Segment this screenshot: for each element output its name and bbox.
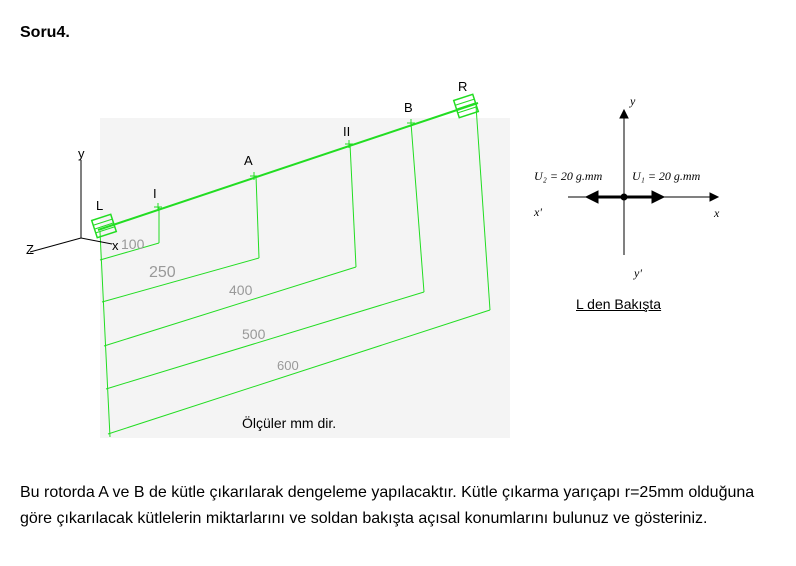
dim-600: 600 — [277, 358, 299, 373]
u1-label: U₁ = 20 g.mm — [632, 169, 701, 183]
y-arrow — [620, 110, 628, 118]
axis-y-label: y — [78, 146, 85, 161]
side-x-prime-label: x' — [534, 205, 542, 219]
label-L: L — [96, 198, 104, 213]
axis-x-label: x — [112, 238, 119, 253]
u2-label: U₂ = 20 g.mm — [534, 169, 603, 183]
question-paragraph: Bu rotorda A ve B de kütle çıkarılarak dengeleme yapılacaktır. Kütle çıkarma yarıçapı r=25mm olduğuna göre çıkarılacak kütlelerin miktarlarını ve soldan bakışta açısal konumlarını bulunuz ve gösteriniz. — [20, 484, 755, 527]
question-title: Soru4. — [20, 24, 70, 41]
label-A: A — [244, 153, 253, 168]
units-note: Ölçüler mm dir. — [242, 415, 337, 431]
axis-z-label: Z — [26, 242, 34, 257]
rotor-shaft — [98, 103, 478, 230]
side-y-prime-label: y' — [634, 266, 642, 280]
label-I: I — [153, 186, 157, 201]
x-arrow — [710, 193, 718, 201]
dim-250: 250 — [149, 264, 176, 281]
u1-arrow — [652, 191, 664, 203]
label-II: II — [343, 124, 351, 139]
bearing-R — [454, 94, 479, 117]
side-x-label: x — [714, 206, 720, 220]
label-R: R — [458, 79, 468, 94]
side-view-caption: L den Bakışta — [576, 296, 662, 312]
side-y-label: y — [630, 94, 636, 108]
origin-dot — [621, 194, 627, 200]
dim-100: 100 — [121, 236, 145, 252]
u2-arrow — [586, 191, 598, 203]
dim-500: 500 — [242, 326, 266, 342]
dim-400: 400 — [229, 282, 253, 298]
label-B: B — [404, 100, 413, 115]
